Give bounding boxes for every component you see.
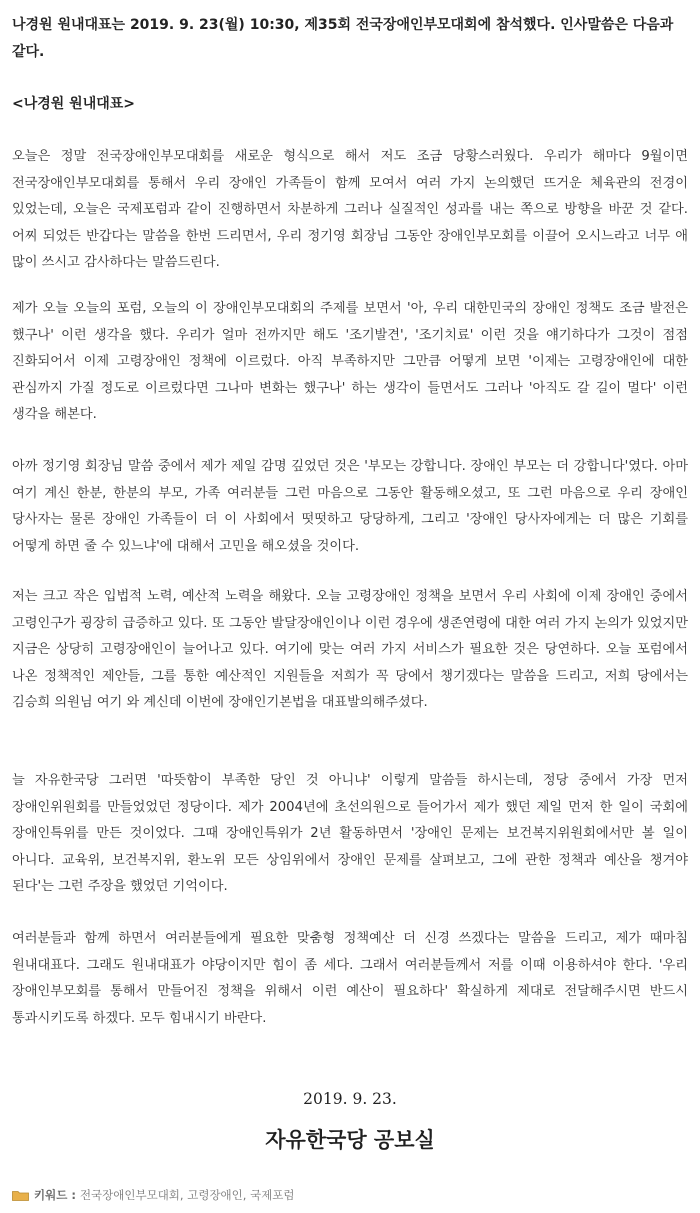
keywords-label: 키워드 : [34,1188,76,1202]
folder-icon [12,1190,29,1201]
keywords-row [12,1187,295,1203]
release-date: 2019. 9. 23. [303,1090,397,1108]
paragraph-2: 제가 오늘 오늘의 포럼, 오늘의 이 장애인부모대회의 주제를 보면서 '아, 우리 대한민국의 장애인 정책도 조금 발전은 했구나' 이런 생각을 했다. 우리가 얼마 전까지만 해도 '조기발견', '조기치료' 이런 것을 얘기하다가 그것이 점점 진화되어서 이제 고령장애인 정책에 이르렀다. 아직 부족하지만 그만큼 어떻게 보면 '이제는 고령장애인에 대한 관심까지 가질 정도로 이르렀다면 그나마 변화는 했구나' 하는 생각이 들면서도 그러나 '아직도 갈 길이 멀다' 이런 생각을 해본다. [12,301,688,423]
paragraph-5: 늘 자유한국당 그러면 '따뜻함이 부족한 당인 것 아니냐' 이렇게 말씀들 하시는데, 정당 중에서 가장 먼저 장애인위원회를 만들었었던 정당이다. 제가 2004년에 초선의원으로 들어가서 제가 했던 제일 먼저 한 일이 국회에 장애인특위를 만든 것이었다. 그때 장애인특위가 2년 활동하면서 '장애인 문제는 보건복지위원회에서만 볼 일이 아니다. 교육위, 보건복지위, 환노위 모든 상임위에서 장애인 문제를 살펴보고, 그에 관한 정책과 예산을 챙겨야 된다'는 그런 주장을 했었던 기억이다. [12,773,688,895]
paragraph-1: 오늘은 정말 전국장애인부모대회를 새로운 형식으로 해서 저도 조금 당황스러웠다. 우리가 해마다 9월이면 전국장애인부모대회를 통해서 우리 장애인 가족들이 함께 모여서 여러 가지 논의했던 뜨거운 체육관의 전경이 있었는데, 오늘은 국제포럼과 같이 진행하면서 차분하게 그러나 실질적인 성과를 내는 쪽으로 방향을 바꾼 것 같다. 어찌 되었든 반갑다는 말씀을 한번 드리면서, 우리 정기영 회장님 그동안 장애인부모회를 이끌어 오시느라고 너무 애 많이 쓰시고 감사하다는 말씀드린다. [12,149,688,271]
keywords-value: 전국장애인부모대회, 고령장애인, 국제포럼 [79,1188,295,1202]
press-office-name: 자유한국당 공보실 [265,1128,435,1152]
paragraph-4: 저는 크고 작은 입법적 노력, 예산적 노력을 해왔다. 오늘 고령장애인 정책을 보면서 우리 사회에 이제 장애인 중에서 고령인구가 굉장히 급증하고 있다. 또 그동안 발달장애인이나 이런 경우에 생존연령에 대한 여러 가지 논의가 있었지만 지금은 상당히 고령장애인이 늘어나고 있다. 여기에 맞는 여러 가지 서비스가 필요한 것은 당연하다. 오늘 포럼에서 나온 정책적인 제안들, 그를 통한 예산적인 지원들을 저희가 꼭 당에서 챙기겠다는 말씀을 드리고, 저희 당에서는 김승희 의원님 여기 와 계신데 이번에 장애인기본법을 대표발의해주셨다. [12,589,688,711]
speaker-heading: <나경원 원내대표> [12,96,136,112]
paragraph-3: 아까 정기영 회장님 말씀 중에서 제가 제일 감명 깊었던 것은 '부모는 강합니다. 장애인 부모는 더 강합니다'였다. 아마 여기 계신 한분, 한분의 부모, 가족 여러분들 그런 마음으로 그동안 활동해오셨고, 또 그런 마음으로 우리 장애인 당사자는 물론 장애인 가족들이 더 이 사회에서 떳떳하고 당당하게, 그리고 '장애인 당사자에게는 더 많은 기회를 어떻게 하면 줄 수 있느냐'에 대해서 고민을 해오셨을 것이다. [12,459,688,554]
intro-text: 나경원 원내대표는 2019. 9. 23(월) 10:30, 제35회 전국장애인부모대회에 참석했다. 인사말씀은 다음과 같다. [12,17,674,60]
paragraph-6: 여러분들과 함께 하면서 여러분들에게 필요한 맞춤형 정책예산 더 신경 쓰겠다는 말씀을 드리고, 제가 때마침 원내대표다. 그래도 원내대표가 야당이지만 힘이 좀 세다. 그래서 여러분들께서 저를 이때 이용하셔야 한다. '우리 장애인부모회를 통해서 만들어진 정책을 위해서 이런 예산이 필요하다' 확실하게 제대로 전달해주시면 반드시 통과시키도록 하겠다. 모두 힘내시기 바란다. [12,931,688,1026]
